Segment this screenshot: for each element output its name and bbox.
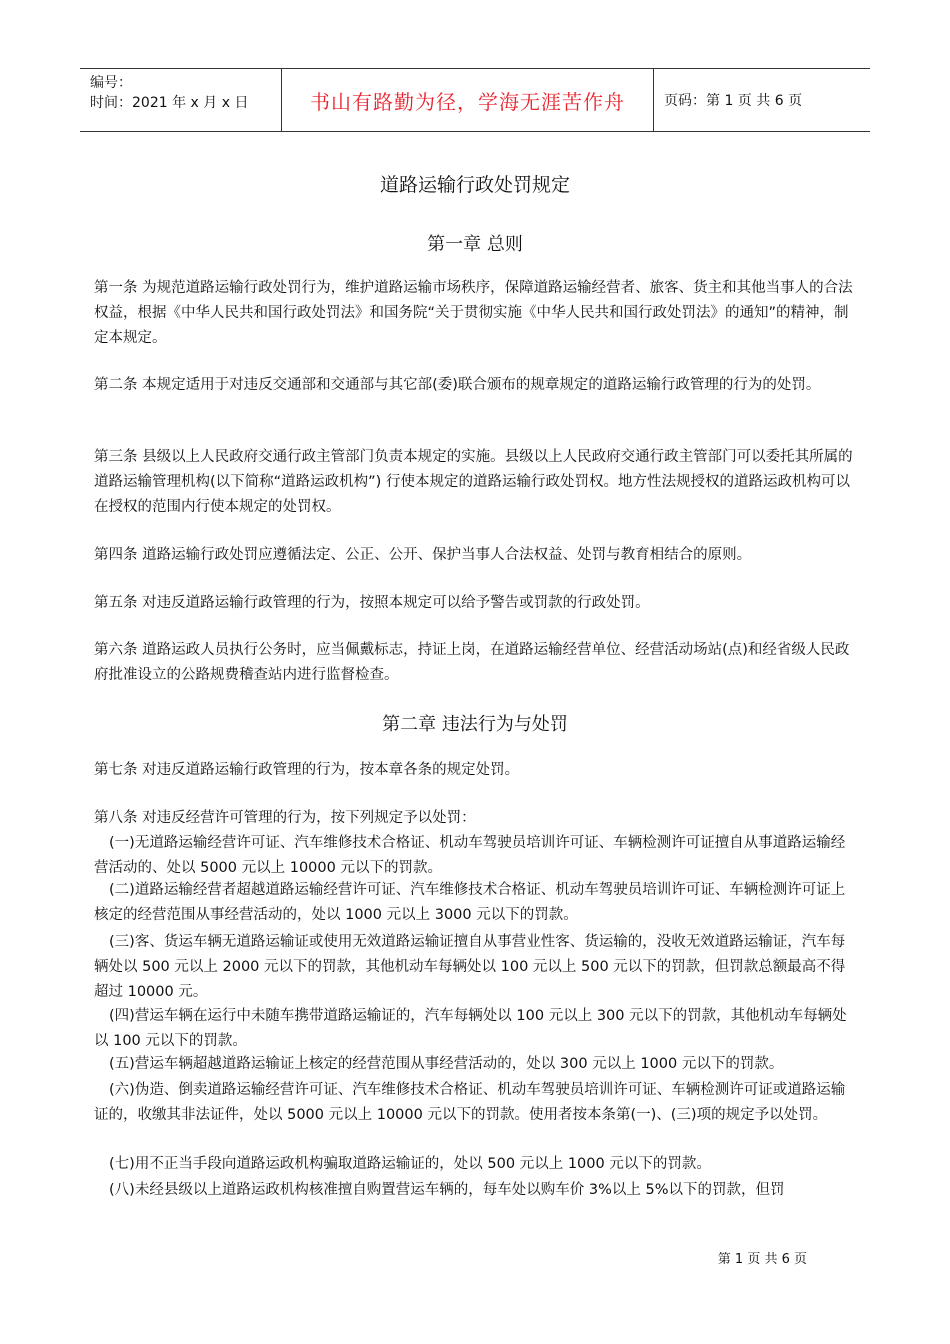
code-label: 编号： (90, 75, 132, 91)
motto-text: 书山有路勤为径，学海无涯苦作舟 (310, 89, 625, 114)
chapter-2-heading: 第二章 违法行为与处罚 (382, 714, 568, 735)
article-2: 第二条 本规定适用于对违反交通部和交通部与其它部(委)联合颁布的规章规定的道路运输行政管理的行为的处罚。 (94, 377, 821, 393)
chapter-1-heading: 第一章 总则 (427, 234, 523, 255)
article-7: 第七条 对违反道路运输行政管理的行为，按本章各条的规定处罚。 (94, 762, 520, 778)
article-8-item-8: (八)未经县级以上道路运政机构核准擅自购置营运车辆的，每车处以购车价 3%以上 5%以下的罚款，但罚 (109, 1182, 785, 1198)
article-4: 第四条 道路运输行政处罚应遵循法定、公正、公开、保护当事人合法权益、处罚与教育相结合的原则。 (94, 547, 752, 563)
article-5: 第五条 对违反道路运输行政管理的行为，按照本规定可以给予警告或罚款的行政处罚。 (94, 595, 650, 611)
article-1: 第一条 为规范道路运输行政处罚行为，维护道路运输市场秩序，保障道路运输经营者、旅客、货主和其他当事人的合法权益，根据《中华人民共和国行政处罚法》和国务院“关于贯彻实施《中华人民共和国行政处罚法》的通知”的精神，制定本规定。 (94, 280, 853, 346)
header-motto-cell (282, 69, 654, 131)
header-info-cell (80, 69, 282, 131)
header-page-cell (654, 69, 870, 131)
article-8-item-4: (四)营运车辆在运行中未随车携带道路运输证的，汽车每辆处以 100 元以上 300 元以下的罚款，其他机动车每辆处以 100 元以下的罚款。 (94, 1008, 847, 1049)
document-title: 道路运输行政处罚规定 (379, 174, 570, 196)
page-footer: 第 1 页 共 6 页 (717, 1252, 807, 1267)
page-label: 页码：第 1 页 共 6 页 (664, 93, 803, 109)
article-8-item-1: (一)无道路运输经营许可证、汽车维修技术合格证、机动车驾驶员培训许可证、车辆检测许可证擅自从事道路运输经营活动的、处以 5000 元以上 10000 元以下的罚款。 (94, 835, 846, 876)
date-line: 时间：2021 年 x 月 x 日 (90, 95, 249, 111)
article-8-item-2: (二)道路运输经营者超越道路运输经营许可证、汽车维修技术合格证、机动车驾驶员培训许可证、车辆检测许可证上核定的经营范围从事经营活动的，处以 1000 元以上 3000 元以下的罚款。 (94, 882, 846, 923)
article-8-item-7: (七)用不正当手段向道路运政机构骗取道路运输证的，处以 500 元以上 1000 元以下的罚款。 (109, 1156, 711, 1172)
header-table (80, 68, 870, 132)
article-3: 第三条 县级以上人民政府交通行政主管部门负责本规定的实施。县级以上人民政府交通行政主管部门可以委托其所属的道路运输管理机构(以下简称“道路运政机构”) 行使本规定的道路运输行政处罚权。地方性法规授权的道路运政机构可以在授权的范围内行使本规定的处罚权。 (94, 449, 853, 515)
article-6: 第六条 道路运政人员执行公务时，应当佩戴标志，持证上岗，在道路运输经营单位、经营活动场站(点)和经省级人民政府批准设立的公路规费稽查站内进行监督检查。 (94, 642, 850, 683)
article-8-item-6: (六)伪造、倒卖道路运输经营许可证、汽车维修技术合格证、机动车驾驶员培训许可证、车辆检测许可证或道路运输证的，收缴其非法证件，处以 5000 元以上 10000 元以下的罚款。使用者按本条第(一)、(三)项的规定予以处罚。 (94, 1082, 846, 1123)
article-8: 第八条 对违反经营许可管理的行为，按下列规定予以处罚： (94, 810, 476, 826)
article-8-item-3: (三)客、货运车辆无道路运输证或使用无效道路运输证擅自从事营业性客、货运输的，没收无效道路运输证，汽车每辆处以 500 元以上 2000 元以下的罚款，其他机动车每辆处以 100 元以上 500 元以下的罚款，但罚款总额最高不得超过 10000 元。 (94, 934, 846, 1000)
article-8-item-5: (五)营运车辆超越道路运输证上核定的经营范围从事经营活动的，处以 300 元以上 1000 元以下的罚款。 (109, 1056, 784, 1072)
